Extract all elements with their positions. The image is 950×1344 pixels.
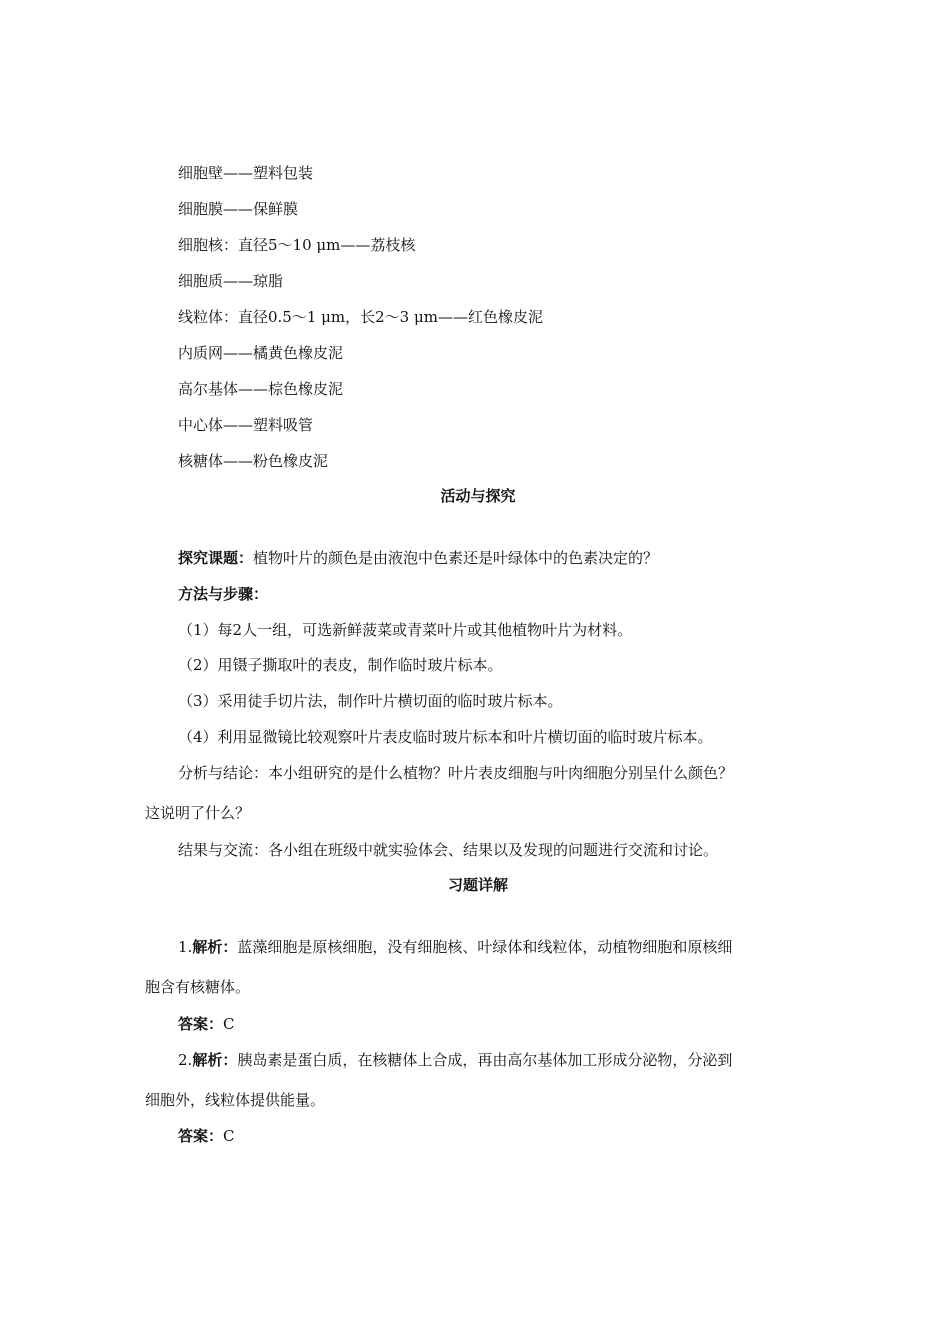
exercise-2-answer-label: 答案： (178, 1127, 224, 1145)
step-4: （4）利用显微镜比较观察叶片表皮临时玻片标本和叶片横切面的临时玻片标本。 (178, 728, 713, 746)
exercise-2-line-1: 胰岛素是蛋白质，在核糖体上合成，再由高尔基体加工形成分泌物，分泌到 (237, 1051, 733, 1069)
exercise-2-analysis (178, 1050, 732, 1070)
model-item-nucleus: 细胞核：直径5～10 μm——荔枝核 (178, 236, 416, 254)
model-item-cell-membrane: 细胞膜——保鲜膜 (178, 200, 299, 218)
model-item-ribosome: 核糖体——粉色橡皮泥 (178, 452, 329, 470)
exercise-2-answer (178, 1126, 235, 1146)
topic-text: 植物叶片的颜色是由液泡中色素还是叶绿体中的色素决定的？ (253, 549, 659, 567)
step-1: （1）每2人一组，可选新鲜菠菜或青菜叶片或其他植物叶片为材料。 (178, 621, 633, 639)
exercise-2-line-2: 细胞外，线粒体提供能量。 (145, 1091, 326, 1109)
model-item-centrosome: 中心体——塑料吸管 (178, 416, 314, 434)
analysis-line-2: 这说明了什么？ (145, 804, 251, 822)
exercise-1-line-2: 胞含有核糖体。 (145, 978, 251, 996)
analysis-line-1: 分析与结论：本小组研究的是什么植物？叶片表皮细胞与叶肉细胞分别呈什么颜色？ (178, 764, 734, 782)
exercise-2-number: 2. (178, 1051, 193, 1069)
step-3: （3）采用徒手切片法，制作叶片横切面的临时玻片标本。 (178, 692, 563, 710)
model-item-er: 内质网——橘黄色橡皮泥 (178, 344, 344, 362)
model-item-cytoplasm: 细胞质——琼脂 (178, 272, 284, 290)
exercises-heading: 习题详解 (447, 876, 508, 894)
exercise-1-analysis (178, 937, 732, 957)
exercise-1-analysis-label: 解析： (192, 938, 238, 956)
exercise-2-answer-value: C (223, 1127, 235, 1145)
topic-label: 探究课题： (178, 549, 254, 567)
activity-heading: 活动与探究 (440, 487, 516, 505)
model-item-cell-wall: 细胞壁——塑料包装 (178, 164, 314, 182)
model-item-mitochondria: 线粒体：直径0.5～1 μm，长2～3 μm——红色橡皮泥 (178, 308, 543, 326)
exercise-2-analysis-label: 解析： (192, 1051, 238, 1069)
exercise-1-answer-label: 答案： (178, 1015, 224, 1033)
exercise-1-line-1: 蓝藻细胞是原核细胞，没有细胞核、叶绿体和线粒体，动植物细胞和原核细 (237, 938, 733, 956)
activity-topic (178, 548, 658, 568)
step-2: （2）用镊子撕取叶的表皮，制作临时玻片标本。 (178, 656, 503, 674)
exercise-1-answer (178, 1014, 235, 1034)
model-item-golgi: 高尔基体——棕色橡皮泥 (178, 380, 344, 398)
exercise-1-number: 1. (178, 938, 193, 956)
results-text: 结果与交流：各小组在班级中就实验体会、结果以及发现的问题进行交流和讨论。 (178, 841, 719, 859)
method-label: 方法与步骤： (178, 585, 269, 603)
exercise-1-answer-value: C (223, 1015, 235, 1033)
